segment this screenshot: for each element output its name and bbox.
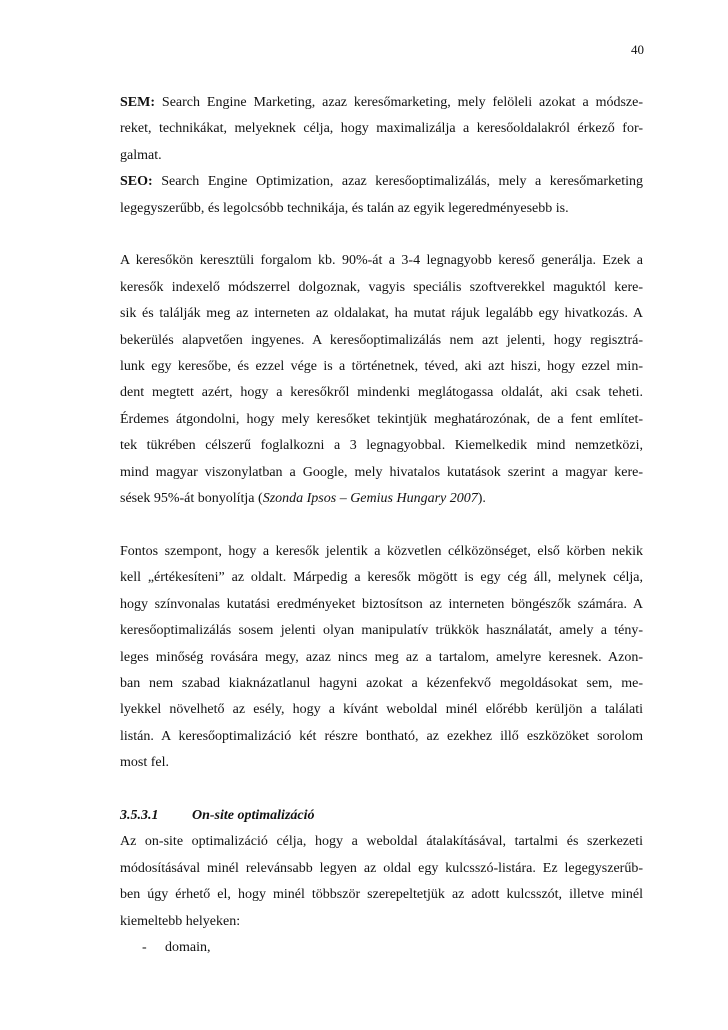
text-span: Search Engine Optimization, azaz keresőoptimalizálás, mely a keresőmarketing <box>161 174 644 190</box>
text-line: lunk egy keresőbe, és ezzel vége is a történetnek, téved, aki azt hiszi, hogy ezzel min- <box>120 359 643 375</box>
list-item-text: domain, <box>165 939 211 955</box>
text-line: Fontos szempont, hogy a keresők jelentik a közvetlen célközönséget, első körben nekik <box>120 543 643 559</box>
text-line: galmat. <box>120 147 162 163</box>
sem-definition <box>120 90 643 169</box>
text-line: lyekkel növelhető az esély, hogy a kívánt weboldal minél előrébb kerüljön a találati <box>120 702 643 718</box>
text-line: kell „értékesíteni” az oldalt. Márpedig a keresők mögött is egy cég áll, melynek célja, <box>120 570 643 586</box>
text-line: sik és találják meg az interneten az oldalakat, ha mutat rájuk legalább egy hivatkozás. A <box>120 306 643 322</box>
text-line: tek tükrében célszerű foglalkozni a 3 legnagyobbal. Kiemelkedik mind nemzetközi, <box>120 438 643 454</box>
section-heading <box>120 803 643 829</box>
text-line: A keresőkön keresztüli forgalom kb. 90%-át a 3-4 legnagyobb kereső generálja. Ezek a <box>120 253 643 269</box>
text-line: ban nem szabad kiaknázatlanul hagyni azokat a kézenfekvő megoldásokat sem, me- <box>120 675 643 691</box>
text-line: módosításával minél relevánsabb legyen az oldal egy kulcsszó-listára. Ez legegyszerűb- <box>120 860 643 876</box>
seo-term: SEO: <box>120 174 153 190</box>
text-line: reket, technikákat, melyeknek célja, hogy maximalizálja a keresőoldalakról érkező for- <box>120 121 643 137</box>
seo-definition <box>120 169 643 222</box>
text-span: Search Engine Marketing, azaz keresőmarketing, mely felöleli azokat a módsze- <box>161 95 644 110</box>
text-line: Érdemes átgondolni, hogy mely keresőket tekintjük meghatározónak, de a fent említet- <box>120 411 643 427</box>
sem-term: SEM: <box>120 95 155 110</box>
page-body <box>120 90 643 961</box>
text-line: mind magyar viszonylatban a Google, mely hivatalos kutatások szerint a magyar kere- <box>120 464 643 480</box>
paragraph-target-audience <box>120 539 643 777</box>
section-number: 3.5.3.1 <box>120 807 159 823</box>
text-line: legegyszerűbb, és legolcsóbb technikája, és talán az egyik legeredményesebb is. <box>120 200 569 216</box>
text-line: most fel. <box>120 755 169 771</box>
text-line <box>120 169 643 195</box>
page-number: 40 <box>631 42 644 57</box>
text-line <box>120 90 643 116</box>
text-line: leges minőség rovására megy, azaz nincs meg az a tartalom, amelyre keresnek. Azon- <box>120 649 643 665</box>
text-span: sések 95%-át bonyolítja ( <box>120 491 263 507</box>
paragraph-gap <box>120 777 643 803</box>
paragraph-gap <box>120 222 643 248</box>
text-line: kiemeltebb helyeken: <box>120 913 241 929</box>
paragraph-on-site <box>120 829 643 935</box>
text-line: hogy színvonalas kutatási eredményeket biztosítson az interneten böngészők számára. A <box>120 596 643 612</box>
citation: Szonda Ipsos – Gemius Hungary 2007 <box>262 491 478 507</box>
text-line: ben úgy érhető el, hogy minél többször szerepeltetjük az adott kulcsszót, illetve minél <box>120 887 643 903</box>
text-line: listán. A keresőoptimalizáció két részre bontható, az ezekhez illő eszközöket sorolom <box>120 728 643 744</box>
text-line: keresők indexelő módszerrel dolgoznak, vagyis speciális szoftverekkel maguktól kere- <box>120 279 643 295</box>
list-bullet: - <box>142 939 147 955</box>
bullet-list <box>120 935 643 961</box>
text-line: Az on-site optimalizáció célja, hogy a weboldal átalakításával, tartalmi és szerkezeti <box>120 834 643 850</box>
section-title: On-site optimalizáció <box>192 807 315 823</box>
text-line <box>120 486 643 512</box>
text-line: dent megtett azért, hogy a keresőkről mindenki meglátogassa oldalát, aki csak teheti. <box>120 385 643 401</box>
paragraph-gap <box>120 512 643 538</box>
text-line: bekerülés alapvetően ingyenes. A keresőoptimalizálás nem azt jelenti, hogy regisztrá- <box>120 332 643 348</box>
text-span: ). <box>477 491 486 507</box>
list-item <box>120 935 643 961</box>
paragraph-search-traffic <box>120 248 643 512</box>
text-line: keresőoptimalizálás sosem jelenti olyan manipulatív trükkök használatát, amely a tény- <box>120 623 643 639</box>
